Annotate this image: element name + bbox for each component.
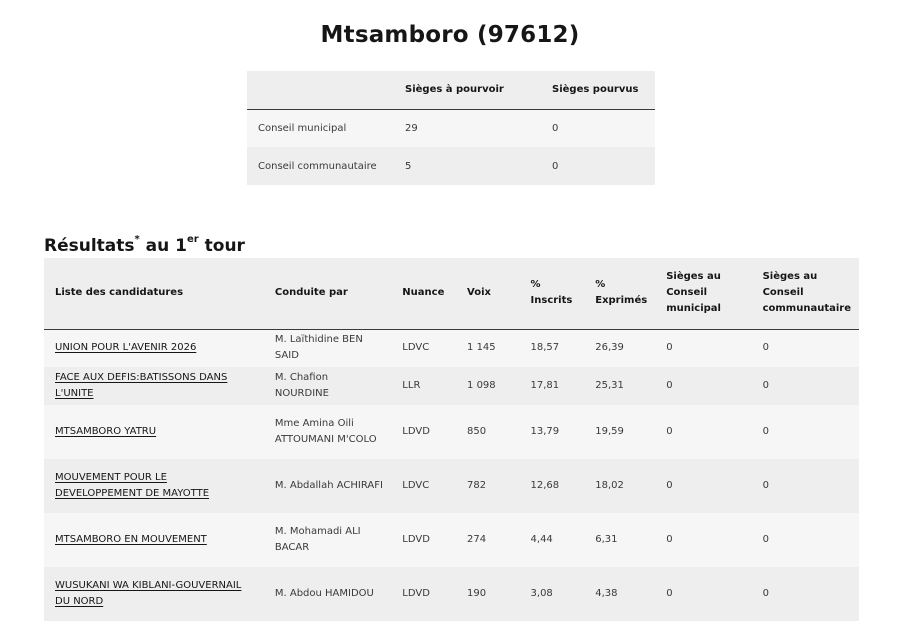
header-sieges-cc: Sièges au Conseil communautaire [752,258,859,329]
results-heading-asterisk: * [134,234,140,246]
results-header-row [44,258,859,329]
cell-sieges-cc: 0 [762,480,769,491]
cell-nuance: LDVD [402,426,430,437]
cell-inscrits: 13,79 [530,426,560,437]
cell-inscrits: 12,68 [530,480,560,491]
header-voix: Voix [456,258,520,329]
cell-sieges-cc: 0 [762,380,769,391]
header-conduite: Conduite par [264,258,391,329]
results-heading-suffix: tour [198,236,245,257]
cell-exprimes: 4,38 [595,588,618,599]
seats-header-to-fill: Sièges à pourvoir [394,71,541,109]
candidature-link[interactable]: UNION POUR L'AVENIR 2026 [55,342,197,354]
table-row [44,329,859,367]
cell-nuance: LDVD [402,534,430,545]
seats-header-empty [247,71,394,109]
cell-conduite: M. Mohamadi ALI BACAR [274,526,361,553]
header-inscrits: % Inscrits [520,258,585,329]
cell-nuance: LDVC [402,342,430,354]
seats-filled: 0 [552,160,559,172]
cell-voix: 1 098 [467,380,496,391]
cell-liste [44,513,264,567]
cell-sieges-cm: 0 [666,480,673,491]
candidature-link[interactable]: FACE AUX DEFIS:BATISSONS DANS L'UNITE [55,372,228,399]
cell-conduite: M. Abdou HAMIDOU [274,588,374,599]
results-heading [44,236,245,256]
cell-nuance: LDVD [402,588,430,599]
cell-voix: 1 145 [467,342,496,354]
cell-exprimes: 18,02 [595,480,624,491]
cell-sieges-cc: 0 [762,342,769,354]
cell-nuance: LDVC [402,480,430,491]
cell-sieges-cc: 0 [762,534,769,545]
header-exprimes: % Exprimés [584,258,655,329]
page-title: Mtsamboro (97612) [320,22,580,49]
cell-sieges-cm: 0 [666,426,673,437]
results-heading-mid: au 1 [139,236,187,257]
candidature-link[interactable]: MTSAMBORO EN MOUVEMENT [55,534,207,545]
table-row [44,405,859,459]
results-heading-prefix: Résultats [44,236,135,257]
candidature-link[interactable]: MOUVEMENT POUR LE DEVELOPPEMENT DE MAYOTTE [55,472,210,499]
cell-sieges-cc: 0 [762,588,769,599]
cell-exprimes: 19,59 [595,426,624,437]
cell-liste [44,367,264,405]
header-sieges-cm: Sièges au Conseil municipal [655,258,751,329]
candidature-link[interactable]: MTSAMBORO YATRU [55,426,157,437]
cell-sieges-cm: 0 [666,342,673,354]
table-row [44,367,859,405]
seats-header-filled: Sièges pourvus [541,71,655,109]
cell-inscrits: 3,08 [530,588,553,599]
cell-sieges-cm: 0 [666,588,673,599]
cell-inscrits: 17,81 [530,380,560,391]
cell-voix: 782 [467,480,487,491]
cell-conduite: M. Laïthidine BEN SAID [274,334,363,362]
table-row [44,567,859,621]
table-row [44,513,859,567]
cell-sieges-cc: 0 [762,426,769,437]
cell-sieges-cm: 0 [666,534,673,545]
results-heading-ordinal: er [187,234,199,246]
cell-exprimes: 26,39 [595,342,624,354]
seats-header-row [247,71,655,109]
seats-to-fill: 5 [405,160,412,172]
cell-liste [44,459,264,513]
cell-conduite: M. Abdallah ACHIRAFI [274,480,383,491]
cell-inscrits: 4,44 [530,534,553,545]
seats-row [247,147,655,185]
cell-conduite: Mme Amina Oili ATTOUMANI M'COLO [274,418,377,445]
cell-liste [44,329,264,367]
seats-to-fill: 29 [405,122,418,134]
cell-exprimes: 25,31 [595,380,624,391]
cell-inscrits: 18,57 [530,342,560,354]
cell-voix: 190 [467,588,487,599]
results-table [44,258,859,621]
seats-row [247,109,655,147]
candidature-link[interactable]: WUSUKANI WA KIBLANI-GOUVERNAIL DU NORD [55,580,242,607]
table-row [44,459,859,513]
seats-label: Conseil communautaire [258,160,377,172]
seats-table [247,71,655,185]
cell-voix: 274 [467,534,487,545]
cell-exprimes: 6,31 [595,534,618,545]
seats-filled: 0 [552,122,559,134]
header-nuance: Nuance [391,258,456,329]
seats-label: Conseil municipal [258,122,347,134]
header-liste: Liste des candidatures [44,258,264,329]
cell-nuance: LLR [402,380,421,391]
cell-liste [44,405,264,459]
cell-sieges-cm: 0 [666,380,673,391]
cell-conduite: M. Chafion NOURDINE [274,372,329,399]
cell-voix: 850 [467,426,487,437]
cell-liste [44,567,264,621]
